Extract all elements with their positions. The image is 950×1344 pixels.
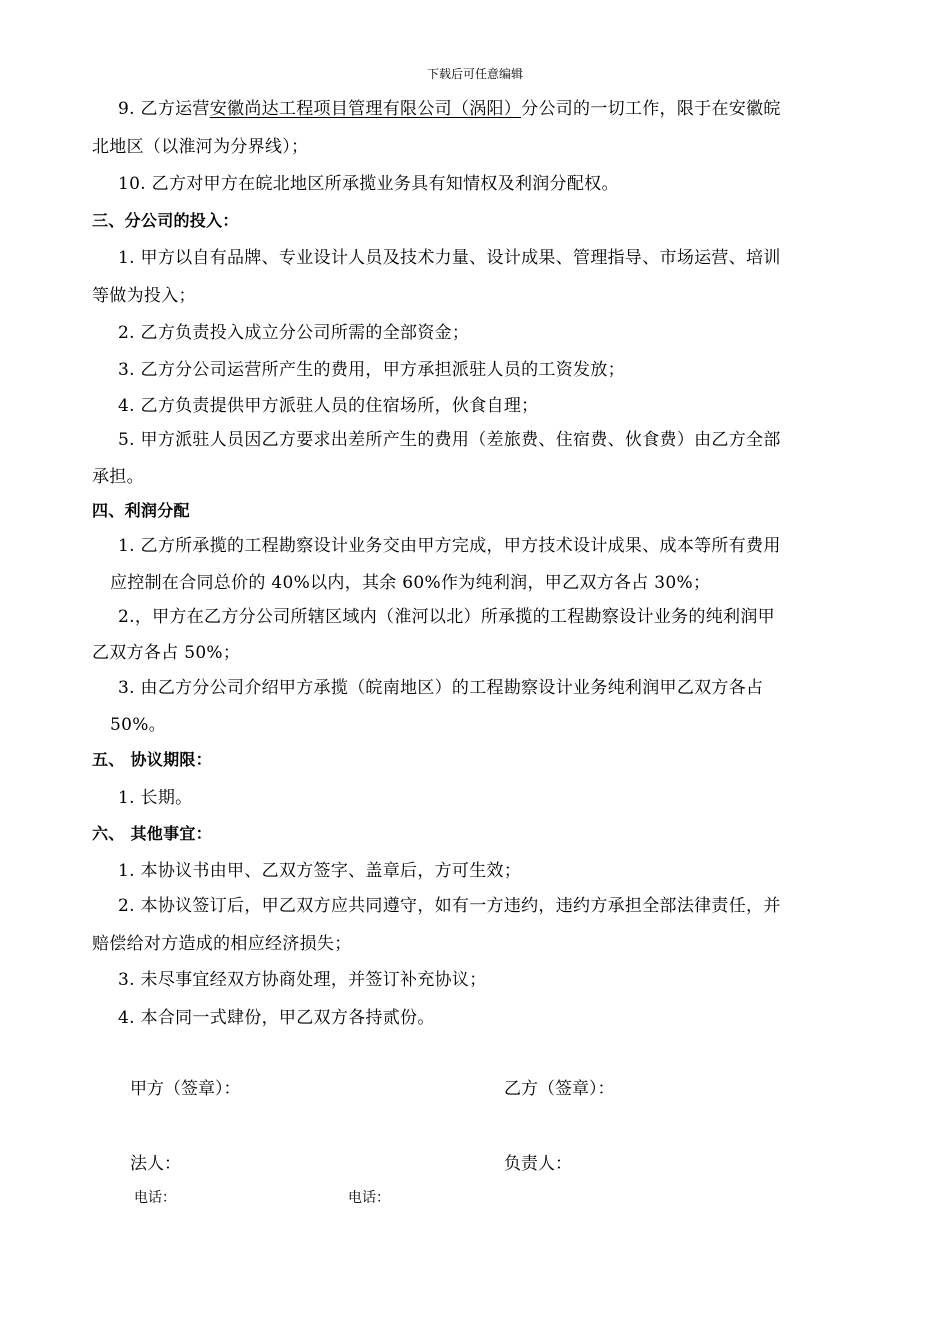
section-3-title: 三、分公司的投入： xyxy=(92,211,239,230)
sec4-item-1-cont: 应控制在合同总价的 40%以内，其余 60%作为纯利润，甲乙双方各占 30%； xyxy=(110,573,711,593)
responsible-person-label: 负责人： xyxy=(504,1154,572,1174)
phone-b-label: 电话： xyxy=(348,1190,390,1206)
item-9-prefix: 9. 乙方运营 xyxy=(118,99,210,119)
sec5-item-1: 1. 长期。 xyxy=(118,788,193,808)
sec4-item-3: 3. 由乙方分公司介绍甲方承揽（皖南地区）的工程勘察设计业务纯利润甲乙双方各占 xyxy=(118,678,764,698)
sec3-item-5-cont: 承担。 xyxy=(92,467,144,487)
page-header: 下载后可任意编辑 xyxy=(426,67,523,81)
sec6-item-3: 3. 未尽事宜经双方协商处理，并签订补充协议； xyxy=(118,970,487,990)
party-a-signature-label: 甲方（签章）： xyxy=(130,1079,241,1099)
sec3-item-3: 3. 乙方分公司运营所产生的费用，甲方承担派驻人员的工资发放； xyxy=(118,360,625,380)
item-9-suffix: 分公司的一切工作，限于在安徽皖 xyxy=(521,99,781,119)
sec4-item-1: 1. 乙方所承揽的工程勘察设计业务交由甲方完成，甲方技术设计成果、成本等所有费用 xyxy=(118,536,781,556)
item-9-company-name: 安徽尚达工程项目管理有限公司（涡阳） xyxy=(209,99,522,119)
sec6-item-2-cont: 赔偿给对方造成的相应经济损失； xyxy=(92,934,352,954)
section-4-title: 四、利润分配 xyxy=(92,501,190,520)
item-10: 10. 乙方对甲方在皖北地区所承揽业务具有知情权及利润分配权。 xyxy=(118,174,619,194)
sec3-item-1-cont: 等做为投入； xyxy=(92,286,196,306)
sec6-item-2: 2. 本协议签订后，甲乙双方应共同遵守，如有一方违约，违约方承担全部法律责任，并 xyxy=(118,896,781,916)
sec3-item-4: 4. 乙方负责提供甲方派驻人员的住宿场所，伙食自理； xyxy=(118,396,539,416)
sec3-item-5: 5. 甲方派驻人员因乙方要求出差所产生的费用（差旅费、住宿费、伙食费）由乙方全部 xyxy=(118,430,781,450)
sec4-item-2-cont: 乙双方各占 50%； xyxy=(92,643,241,663)
sec4-item-2: 2.，甲方在乙方分公司所辖区域内（淮河以北）所承揽的工程勘察设计业务的纯利润甲 xyxy=(118,607,775,627)
section-5-title: 五、 协议期限： xyxy=(92,750,212,769)
legal-person-label: 法人： xyxy=(130,1154,181,1174)
phone-a-label: 电话： xyxy=(134,1190,176,1206)
item-9-continuation: 北地区（以淮河为分界线）； xyxy=(92,137,309,157)
item-9-line xyxy=(118,97,888,121)
sec4-item-3-cont: 50%。 xyxy=(110,715,166,735)
party-b-signature-label: 乙方（签章）： xyxy=(504,1079,615,1099)
sec6-item-1: 1. 本协议书由甲、乙双方签字、盖章后，方可生效； xyxy=(118,861,522,881)
sec6-item-4: 4. 本合同一式肆份，甲乙双方各持贰份。 xyxy=(118,1008,435,1028)
sec3-item-2: 2. 乙方负责投入成立分公司所需的全部资金； xyxy=(118,323,470,343)
section-6-title: 六、 其他事宜： xyxy=(92,824,212,843)
sec3-item-1: 1. 甲方以自有品牌、专业设计人员及技术力量、设计成果、管理指导、市场运营、培训 xyxy=(118,248,781,268)
